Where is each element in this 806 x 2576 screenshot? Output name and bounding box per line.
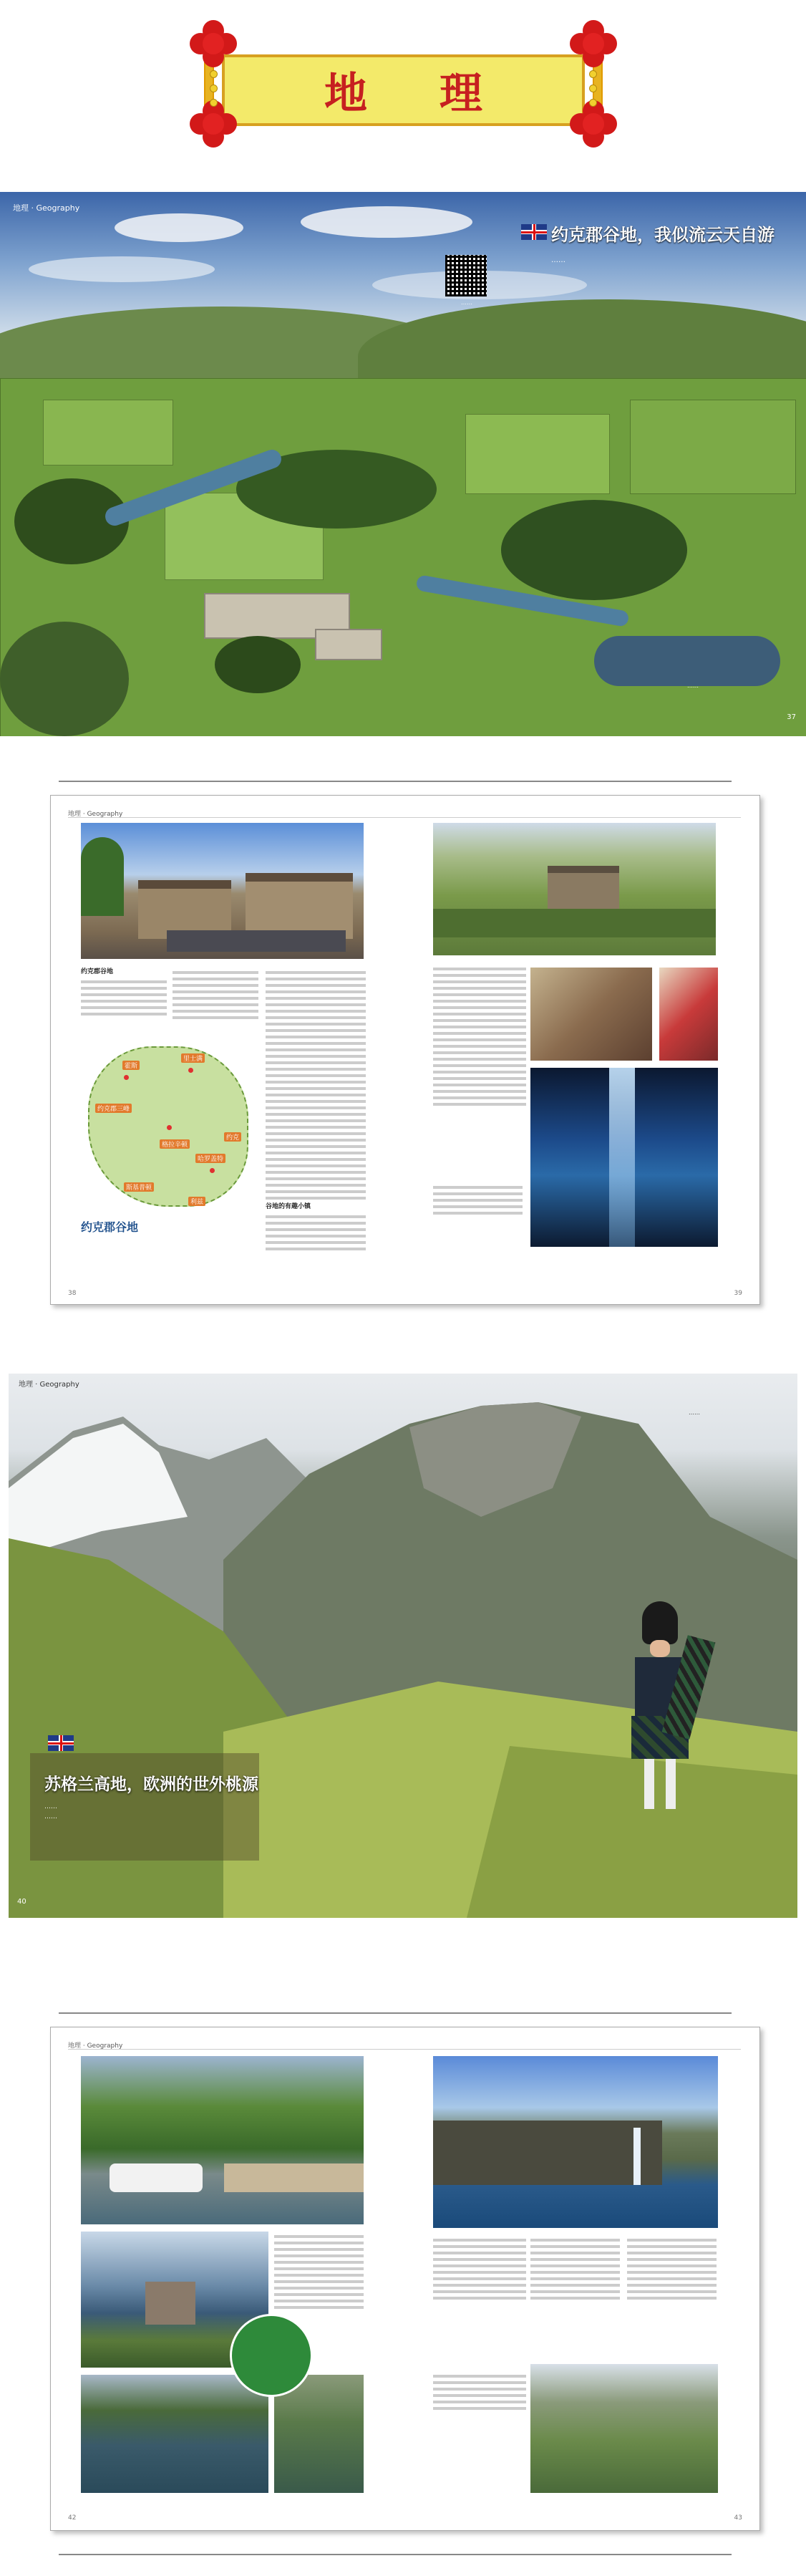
section-label: 地理 · Geography xyxy=(19,1381,79,1389)
map-pin-icon xyxy=(188,1068,193,1073)
article-column xyxy=(627,2235,717,2302)
qr-code-icon xyxy=(445,255,487,296)
nessie-mascot-icon xyxy=(230,2314,313,2397)
chinese-knot-icon xyxy=(190,100,237,148)
bead-icon xyxy=(589,99,597,107)
chinese-knot-icon xyxy=(570,100,617,148)
photo-caption-block xyxy=(433,1182,523,1217)
river xyxy=(594,636,780,686)
page-number: 42 xyxy=(68,2514,77,2522)
page-number: 43 xyxy=(734,2514,742,2522)
header-rule xyxy=(68,817,741,818)
page-number: 40 xyxy=(17,1898,26,1906)
interior-photo xyxy=(659,968,718,1061)
article-title: 约克郡谷地，我似流云天自游 xyxy=(551,225,775,245)
bead-icon xyxy=(210,70,218,78)
article-intro: …… xyxy=(44,1813,57,1820)
article-title: 苏格兰高地，欧洲的世外桃源 xyxy=(44,1775,258,1794)
loch-boat-photo xyxy=(81,2375,268,2493)
column-subhead: 约克郡谷地 xyxy=(81,968,114,975)
article-column xyxy=(530,2235,620,2302)
article-body xyxy=(44,1802,259,1822)
uk-flag-icon xyxy=(48,1735,74,1751)
byline: …… xyxy=(44,1803,57,1810)
article-column xyxy=(433,964,526,1109)
woodland xyxy=(215,636,301,693)
waterfall-cave-photo xyxy=(530,1068,718,1247)
cloud xyxy=(301,206,472,238)
interior-photo xyxy=(530,968,652,1061)
bead-icon xyxy=(210,85,218,92)
bead-icon xyxy=(210,99,218,107)
bead-icon xyxy=(589,85,597,92)
map-label: 利兹 xyxy=(188,1197,205,1206)
article-column xyxy=(173,968,258,1022)
magazine-spread-highlands-2 xyxy=(50,2027,760,2531)
spread-frame xyxy=(59,2535,732,2555)
highland-valley-photo xyxy=(530,2364,718,2493)
village-photo xyxy=(81,823,364,959)
photo-caption: …… xyxy=(689,1409,700,1416)
yorkshire-dales-map xyxy=(81,1046,253,1254)
map-label: 格拉辛顿 xyxy=(160,1139,190,1149)
page-number: 37 xyxy=(787,713,796,721)
magazine-spread-yorkshire-2 xyxy=(50,795,760,1305)
uk-flag-icon xyxy=(521,224,547,240)
section-label: 地理 · Geography xyxy=(68,2042,123,2050)
article-column xyxy=(274,2232,364,2312)
section-banner xyxy=(190,20,617,148)
qr-caption: …… xyxy=(461,299,472,306)
article-column xyxy=(266,968,366,1253)
map-pin-icon xyxy=(167,1125,172,1130)
map-title: 约克郡谷地 xyxy=(81,1220,139,1234)
magazine-spread-highlands xyxy=(9,1374,797,1918)
map-label: 约克 xyxy=(224,1132,241,1142)
chinese-knot-icon xyxy=(190,20,237,67)
page-number: 39 xyxy=(734,1290,742,1297)
page-number: 38 xyxy=(68,1290,77,1297)
chinese-knot-icon xyxy=(570,20,617,67)
building xyxy=(315,629,382,660)
article-intro: …… xyxy=(551,256,565,264)
field xyxy=(630,400,796,494)
article-column xyxy=(81,968,167,1018)
field xyxy=(465,414,610,494)
bead-icon xyxy=(589,70,597,78)
map-pin-icon xyxy=(210,1168,215,1173)
column-subhead: 谷地的有趣小镇 xyxy=(266,1203,311,1210)
header-rule xyxy=(68,2049,741,2050)
banner-plate xyxy=(222,54,585,126)
cloud xyxy=(115,213,243,242)
map-pin-icon xyxy=(124,1075,129,1080)
countryside-photo xyxy=(433,823,716,955)
map-label: 里士满 xyxy=(181,1053,205,1063)
sea-cliffs-photo xyxy=(433,2056,718,2228)
section-label: 地理 · Geography xyxy=(13,203,80,213)
canal-boats-photo xyxy=(81,2056,364,2224)
map-label: 约克郡三峰 xyxy=(95,1104,132,1113)
map-label: 哈罗盖特 xyxy=(195,1154,225,1163)
woodland xyxy=(501,500,687,600)
bagpiper-figure xyxy=(617,1601,703,1816)
field xyxy=(43,400,173,465)
banner-title: 地 理 xyxy=(324,69,511,119)
article-column xyxy=(433,2235,526,2302)
photo-caption-block xyxy=(433,2371,526,2413)
section-label: 地理 · Geography xyxy=(68,811,123,818)
woodland xyxy=(0,622,129,736)
photo-caption: …… xyxy=(687,682,699,689)
cloud xyxy=(29,256,215,282)
map-label: 斯基普顿 xyxy=(124,1182,154,1192)
map-label: 霍斯 xyxy=(122,1061,140,1070)
magazine-spread-yorkshire xyxy=(0,192,806,736)
